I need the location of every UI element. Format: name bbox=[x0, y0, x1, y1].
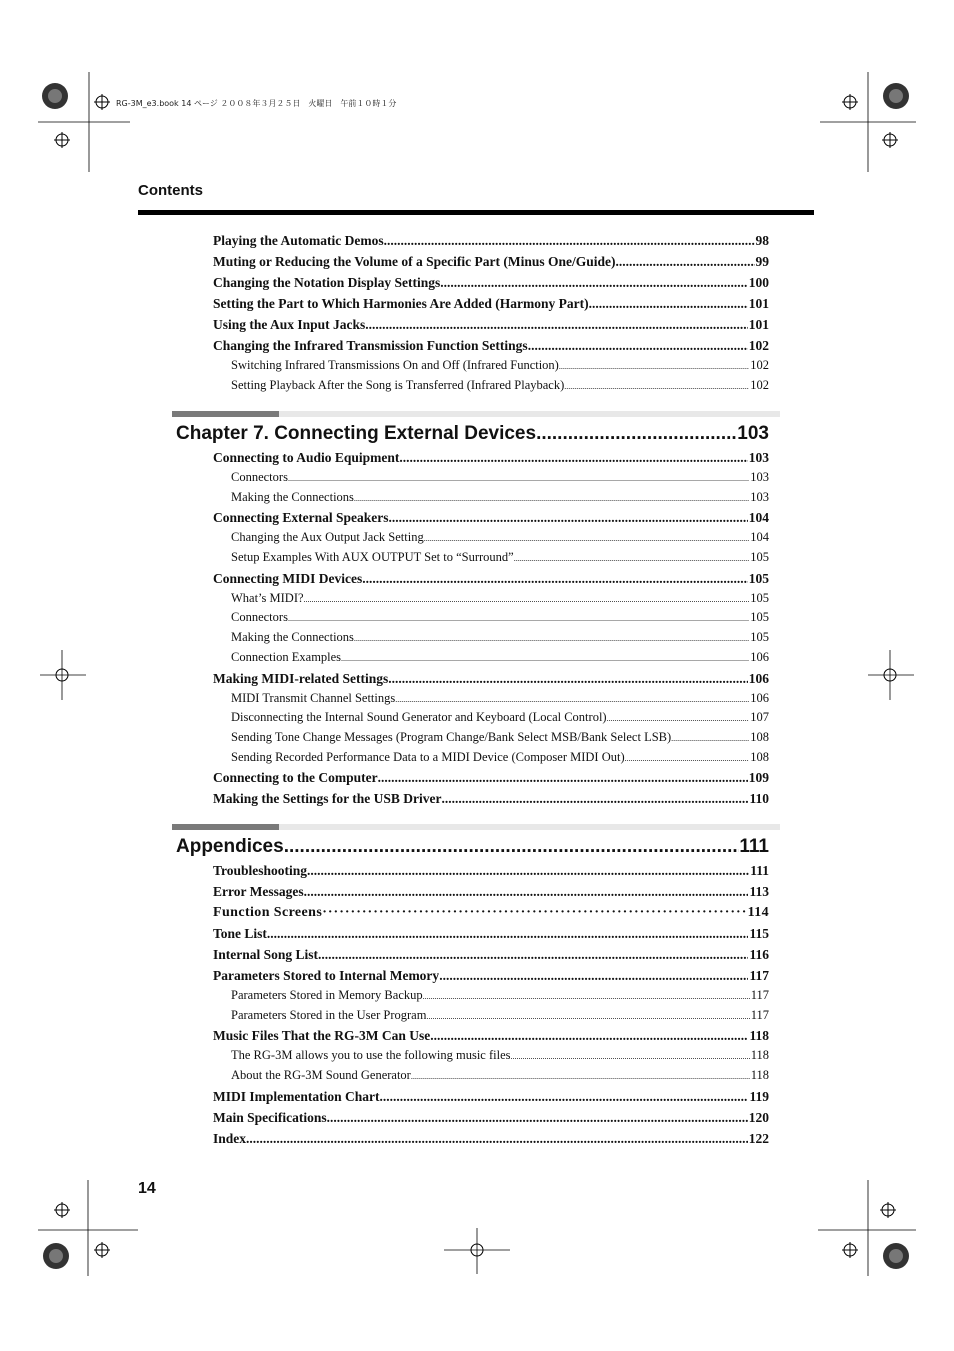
dot-leader bbox=[354, 489, 749, 508]
toc-subentry[interactable] bbox=[213, 589, 769, 609]
dot-leader bbox=[442, 788, 749, 809]
dot-leader bbox=[426, 1007, 749, 1026]
dot-leader bbox=[318, 944, 748, 965]
toc-entry-page: 122 bbox=[748, 1130, 769, 1146]
chapter-title-row[interactable] bbox=[176, 423, 769, 445]
dot-leader bbox=[423, 987, 750, 1006]
toc-entry[interactable] bbox=[213, 1128, 769, 1149]
toc-entry[interactable] bbox=[213, 902, 769, 923]
toc-entry-title: About the RG-3M Sound Generator bbox=[231, 1068, 411, 1083]
toc-subentry[interactable] bbox=[213, 628, 769, 648]
toc-entry-page: 98 bbox=[755, 233, 769, 248]
toc-entry-title: Connectors bbox=[231, 610, 288, 625]
toc-subentry[interactable] bbox=[213, 689, 769, 709]
toc-entry-page: 117 bbox=[749, 968, 769, 983]
toc-entry-title: Sending Tone Change Messages (Program Change/Bank Select MSB/Bank Select LSB) bbox=[231, 729, 672, 744]
dot-leader bbox=[440, 272, 747, 293]
toc-entry-page: 102 bbox=[750, 358, 769, 372]
toc-entry-page: 120 bbox=[748, 1109, 769, 1125]
dot-leader bbox=[380, 1086, 749, 1107]
toc-entry[interactable] bbox=[213, 568, 769, 589]
toc-entry[interactable] bbox=[213, 272, 769, 293]
toc-entry-title: The RG-3M allows you to use the following music files bbox=[231, 1048, 511, 1063]
toc-subentry[interactable] bbox=[213, 468, 769, 488]
dot-leader bbox=[307, 860, 749, 881]
toc-subentry[interactable] bbox=[213, 608, 769, 628]
toc-entry-page: 114 bbox=[747, 905, 769, 920]
toc-entry[interactable] bbox=[213, 767, 769, 788]
toc-entry[interactable] bbox=[213, 1025, 769, 1046]
toc-entry[interactable] bbox=[213, 1107, 769, 1128]
toc-entry-title: Using the Aux Input Jacks bbox=[213, 317, 366, 332]
dot-leader bbox=[365, 314, 747, 335]
toc-subentry[interactable] bbox=[213, 1046, 769, 1066]
toc-entry[interactable] bbox=[213, 335, 769, 356]
registration-mark-top-right bbox=[820, 72, 916, 172]
dot-leader bbox=[439, 965, 748, 986]
dot-leader bbox=[395, 690, 749, 709]
toc-entry[interactable] bbox=[213, 788, 769, 809]
dot-leader bbox=[625, 749, 750, 768]
toc-subentry[interactable] bbox=[213, 356, 769, 376]
toc-entry-title: Connecting MIDI Devices bbox=[213, 570, 363, 586]
toc-entry-page: 102 bbox=[750, 377, 769, 392]
toc-entry-title: Setting Playback After the Song is Transferred (Infrared Playback) bbox=[231, 377, 565, 392]
dot-leader bbox=[304, 590, 750, 609]
toc-entry-page: 116 bbox=[749, 947, 769, 962]
toc-entry[interactable] bbox=[213, 668, 769, 689]
toc-subentry[interactable] bbox=[213, 1006, 769, 1026]
toc-entry-title: Internal Song List bbox=[213, 947, 319, 962]
dot-leader bbox=[384, 230, 755, 251]
toc-entry-title: Parameters Stored in the User Program bbox=[231, 1007, 427, 1022]
toc-entry-title: Connection Examples bbox=[231, 649, 342, 664]
toc-entry-page: 104 bbox=[748, 510, 769, 526]
toc-entry-title: Muting or Reducing the Volume of a Specific Part (Minus One/Guide) bbox=[213, 254, 616, 269]
toc-entry-title: Tone List bbox=[213, 926, 267, 941]
toc-subentry[interactable] bbox=[213, 708, 769, 728]
toc-entry-title: Playing the Automatic Demos bbox=[213, 233, 384, 248]
page-number: 14 bbox=[138, 1180, 156, 1197]
toc-entry-title: Making the Connections bbox=[231, 630, 354, 645]
dot-leader bbox=[671, 729, 749, 748]
toc-entry-page: 108 bbox=[750, 749, 769, 764]
appendices-heading bbox=[172, 824, 780, 858]
toc-entry-page: 105 bbox=[748, 570, 769, 586]
dot-leader bbox=[510, 1047, 749, 1066]
toc-appendices bbox=[213, 860, 769, 1149]
registration-mark-top-left bbox=[38, 72, 130, 172]
toc-entry-title: Connectors bbox=[231, 470, 288, 484]
dot-leader bbox=[424, 529, 750, 548]
toc-entry-page: 105 bbox=[750, 550, 769, 565]
toc-entry-page: 115 bbox=[749, 926, 769, 941]
toc-entry-title: Parameters Stored in Memory Backup bbox=[231, 988, 423, 1002]
toc-entry-page: 113 bbox=[749, 884, 769, 899]
toc-entry-page: 117 bbox=[750, 1007, 769, 1022]
dot-leader bbox=[341, 649, 749, 668]
toc-entry-title: What’s MIDI? bbox=[231, 590, 304, 605]
toc-entry[interactable] bbox=[213, 447, 769, 468]
toc-subentry[interactable] bbox=[213, 986, 769, 1006]
toc-entry-title: Setting the Part to Which Harmonies Are Added (Harmony Part) bbox=[213, 296, 589, 311]
dot-leader bbox=[559, 357, 749, 376]
toc-entry[interactable] bbox=[213, 314, 769, 335]
toc-entry-page: 103 bbox=[750, 470, 769, 484]
dot-leader bbox=[616, 251, 755, 272]
toc-entry-page: 99 bbox=[755, 254, 769, 269]
toc-subentry[interactable] bbox=[213, 728, 769, 748]
appendices-bar bbox=[172, 824, 780, 830]
chapter-title: Chapter 7. Connecting External Devices bbox=[176, 423, 537, 444]
toc-entry-title: MIDI Implementation Chart bbox=[213, 1088, 380, 1104]
toc-entry-page: 101 bbox=[748, 317, 769, 332]
toc-entry-title: Music Files That the RG-3M Can Use bbox=[213, 1028, 431, 1044]
toc-subentry[interactable] bbox=[213, 1066, 769, 1086]
toc-subentry[interactable] bbox=[213, 548, 769, 568]
toc-entry-page: 106 bbox=[750, 690, 769, 705]
dot-leader bbox=[389, 507, 748, 528]
toc-entry-page: 109 bbox=[748, 770, 769, 786]
print-slug: RG-3M_e3.book 14 ページ ２００８年３月２５日 火曜日 午前１０時１分 bbox=[116, 99, 397, 108]
dot-leader bbox=[246, 1128, 748, 1149]
appendices-title: Appendices bbox=[176, 836, 284, 857]
toc-entry-title: Changing the Notation Display Settings bbox=[213, 275, 441, 290]
toc-entry-title: Function Screens bbox=[213, 905, 323, 920]
running-header: Contents bbox=[138, 182, 203, 199]
toc-entry[interactable] bbox=[213, 1086, 769, 1107]
toc-entry-page: 100 bbox=[748, 275, 769, 290]
toc-entry-title: Switching Infrared Transmissions On and Off (Infrared Function) bbox=[231, 358, 559, 372]
chapter-heading bbox=[172, 411, 780, 445]
toc-entry-title: Making MIDI-related Settings bbox=[213, 670, 389, 686]
toc-section-continued bbox=[213, 230, 769, 395]
dot-leader bbox=[388, 668, 748, 689]
toc-entry[interactable] bbox=[213, 507, 769, 528]
toc-entry-page: 110 bbox=[749, 791, 769, 807]
dot-leader bbox=[564, 377, 749, 396]
registration-mark-mid-left bbox=[40, 650, 86, 700]
dot-leader bbox=[288, 469, 749, 488]
dot-leader bbox=[354, 629, 749, 648]
toc-entry[interactable] bbox=[213, 923, 769, 944]
toc-entry-page: 118 bbox=[749, 1028, 769, 1044]
toc-entry-title: Setup Examples With AUX OUTPUT Set to “Surround” bbox=[231, 550, 514, 565]
toc-entry-page: 111 bbox=[750, 863, 769, 878]
toc-entry[interactable] bbox=[213, 251, 769, 272]
toc-chapter-7 bbox=[213, 447, 769, 809]
dot-leader bbox=[514, 549, 750, 568]
chapter-page: 103 bbox=[737, 423, 769, 444]
toc-entry-page: 102 bbox=[748, 338, 769, 353]
toc-entry[interactable] bbox=[213, 881, 769, 902]
toc-entry-title: MIDI Transmit Channel Settings bbox=[231, 690, 396, 705]
toc-subentry[interactable] bbox=[213, 648, 769, 668]
toc-entry-page: 108 bbox=[750, 729, 769, 744]
toc-entry-title: Troubleshooting bbox=[213, 863, 308, 878]
toc-entry[interactable] bbox=[213, 230, 769, 251]
toc-entry-page: 101 bbox=[748, 296, 769, 311]
toc-entry-page: 106 bbox=[750, 649, 769, 664]
dot-leader bbox=[322, 902, 746, 923]
registration-mark-bottom-left bbox=[38, 1180, 138, 1276]
toc-subentry[interactable] bbox=[213, 376, 769, 396]
toc-entry-title: Connecting External Speakers bbox=[213, 510, 389, 526]
registration-mark-bottom-center bbox=[444, 1228, 510, 1274]
toc-entry-page: 103 bbox=[750, 489, 769, 504]
toc-entry-title: Changing the Aux Output Jack Setting bbox=[231, 530, 424, 545]
dot-leader bbox=[411, 1067, 750, 1086]
appendices-title-row[interactable] bbox=[176, 836, 769, 858]
dot-leader bbox=[528, 335, 748, 356]
toc-subentry[interactable] bbox=[213, 748, 769, 768]
toc-entry-page: 105 bbox=[750, 630, 769, 645]
toc-entry-page: 118 bbox=[750, 1068, 769, 1083]
toc-entry-page: 105 bbox=[750, 610, 769, 625]
appendices-page: 111 bbox=[739, 836, 769, 857]
toc-entry-page: 119 bbox=[749, 1088, 769, 1104]
toc-entry-title: Sending Recorded Performance Data to a MIDI Device (Composer MIDI Out) bbox=[231, 749, 625, 764]
dot-leader bbox=[399, 447, 747, 468]
toc-entry-title: Connecting to the Computer bbox=[213, 770, 378, 786]
header-rule bbox=[138, 210, 814, 215]
toc-entry[interactable] bbox=[213, 860, 769, 881]
dot-leader bbox=[288, 609, 749, 628]
dot-leader bbox=[607, 709, 750, 728]
toc-entry-page: 118 bbox=[750, 1048, 769, 1063]
toc-entry-page: 104 bbox=[750, 530, 769, 545]
dot-leader bbox=[304, 881, 749, 902]
toc-entry-title: Making the Settings for the USB Driver bbox=[213, 791, 442, 807]
toc-entry[interactable] bbox=[213, 965, 769, 986]
toc-subentry[interactable] bbox=[213, 488, 769, 508]
toc-entry-title: Connecting to Audio Equipment bbox=[213, 450, 400, 465]
registration-mark-bottom-right bbox=[818, 1180, 916, 1276]
dot-leader bbox=[430, 1025, 748, 1046]
toc-entry-title: Error Messages bbox=[213, 884, 304, 899]
toc-entry-title: Main Specifications bbox=[213, 1109, 327, 1125]
registration-mark-mid-right bbox=[868, 650, 914, 700]
dot-leader bbox=[378, 767, 748, 788]
toc-entry[interactable] bbox=[213, 944, 769, 965]
toc-entry-title: Disconnecting the Internal Sound Generator and Keyboard (Local Control) bbox=[231, 710, 607, 725]
dot-leader bbox=[589, 293, 748, 314]
toc-entry-page: 117 bbox=[750, 988, 769, 1002]
dot-leader bbox=[327, 1107, 748, 1128]
dot-leader bbox=[362, 568, 748, 589]
toc-entry-title: Parameters Stored to Internal Memory bbox=[213, 968, 440, 983]
chapter-bar bbox=[172, 411, 780, 417]
toc-entry-page: 107 bbox=[750, 710, 769, 725]
toc-entry-page: 105 bbox=[750, 590, 769, 605]
toc-entry[interactable] bbox=[213, 293, 769, 314]
toc-entry-title: Index bbox=[213, 1130, 247, 1146]
toc-subentry[interactable] bbox=[213, 528, 769, 548]
dot-leader bbox=[267, 923, 749, 944]
toc-entry-page: 106 bbox=[748, 670, 769, 686]
toc-entry-title: Changing the Infrared Transmission Function Settings bbox=[213, 338, 528, 353]
toc-entry-page: 103 bbox=[748, 450, 769, 465]
toc-entry-title: Making the Connections bbox=[231, 489, 354, 504]
